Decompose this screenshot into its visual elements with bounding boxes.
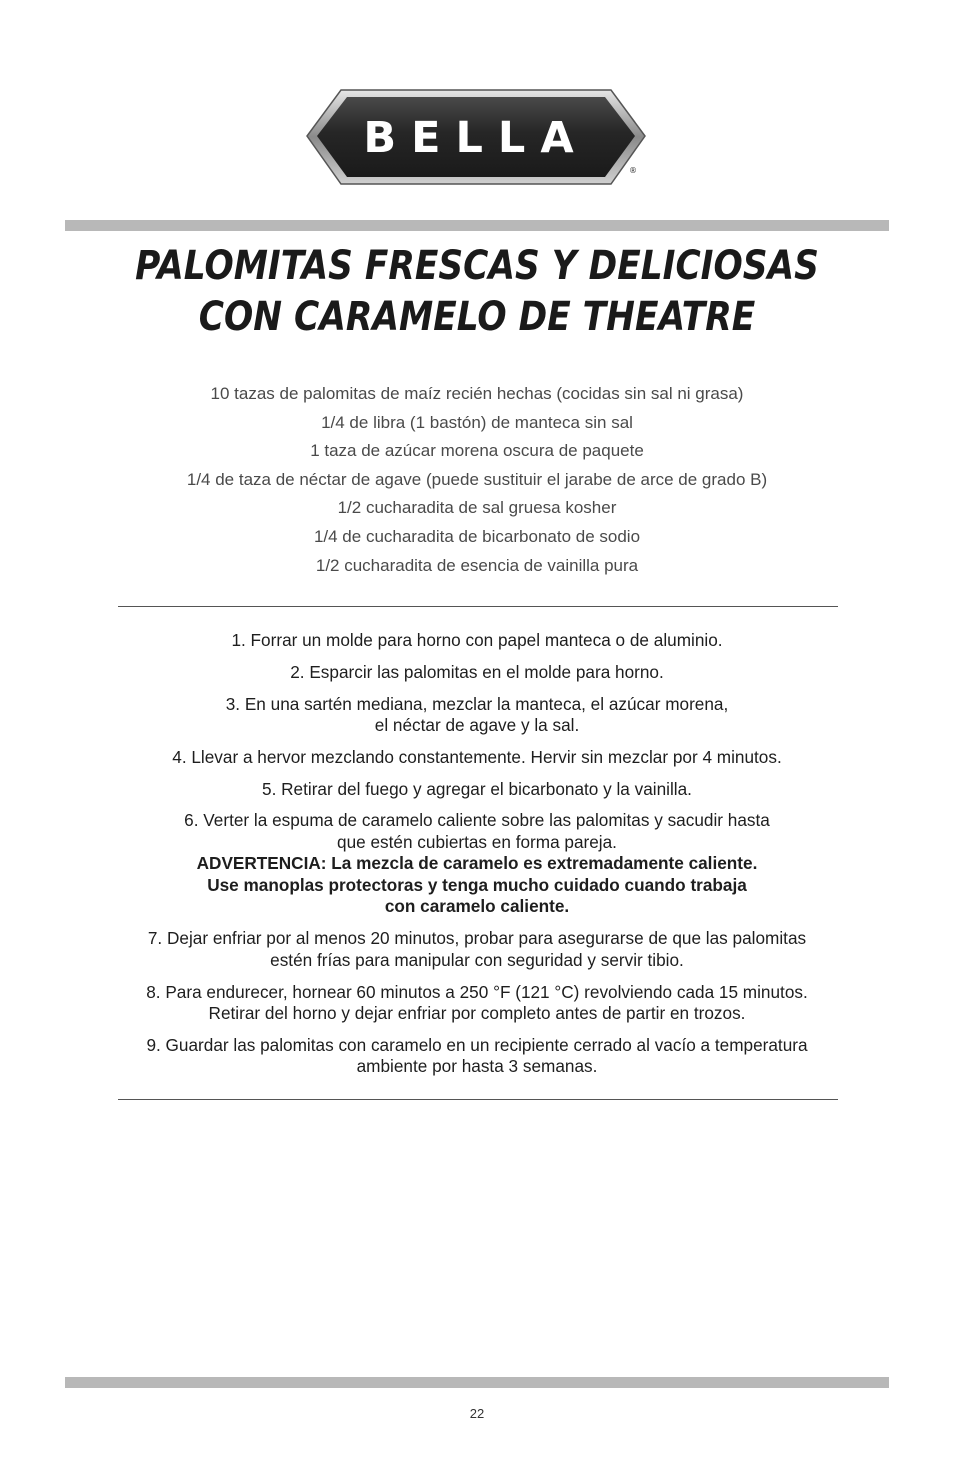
step-text: que estén cubiertas en forma pareja. xyxy=(337,831,617,852)
step-text: estén frías para manipular con seguridad y servir tibio. xyxy=(270,949,684,970)
instruction-step xyxy=(80,982,874,1025)
bottom-rule-bar xyxy=(65,1377,889,1388)
step-text: 2. Esparcir las palomitas en el molde para horno. xyxy=(290,661,664,682)
recipe-title xyxy=(67,241,887,343)
brand-name: BELLA xyxy=(363,113,589,163)
instruction-step xyxy=(80,810,874,918)
step-text: 6. Verter la espuma de caramelo caliente sobre las palomitas y sacudir hasta xyxy=(184,810,770,831)
step-text: 4. Llevar a hervor mezclando constantemente. Hervir sin mezclar por 4 minutos. xyxy=(172,746,782,767)
page-number: 22 xyxy=(469,1406,485,1421)
top-rule-bar xyxy=(65,220,889,231)
warning-text: ADVERTENCIA: La mezcla de caramelo es extremadamente caliente. xyxy=(196,853,758,874)
instruction-step xyxy=(80,662,874,684)
step-text: 1. Forrar un molde para horno con papel manteca o de aluminio. xyxy=(231,630,723,650)
bella-logo xyxy=(305,86,647,190)
recipe-title-line-1: PALOMITAS FRESCAS Y DELICIOSAS xyxy=(135,243,819,289)
section-divider xyxy=(118,1099,838,1100)
ingredient-item: 10 tazas de palomitas de maíz recién hechas (cocidas sin sal ni grasa) xyxy=(210,384,744,403)
ingredient-list xyxy=(0,380,954,580)
bella-logo-badge xyxy=(305,86,647,190)
step-text: ambiente por hasta 3 semanas. xyxy=(356,1056,598,1077)
ingredient-item: 1/4 de libra (1 bastón) de manteca sin sal xyxy=(321,412,633,432)
ingredient-item: 1/2 cucharadita de esencia de vainilla pura xyxy=(315,555,639,575)
section-divider xyxy=(118,606,838,607)
instruction-step xyxy=(80,630,874,652)
step-text: Retirar del horno y dejar enfriar por completo antes de partir en trozos. xyxy=(208,1003,746,1024)
ingredient-item: 1/4 de cucharadita de bicarbonato de sodio xyxy=(313,526,641,546)
ingredient-item: 1 taza de azúcar morena oscura de paquete xyxy=(310,441,644,461)
step-text: 7. Dejar enfriar por al menos 20 minutos, probar para asegurarse de que las palomitas xyxy=(147,928,807,949)
instruction-step xyxy=(80,694,874,737)
warning-text: con caramelo caliente. xyxy=(384,896,570,917)
instruction-list xyxy=(80,630,874,1088)
step-text: 9. Guardar las palomitas con caramelo en un recipiente cerrado al vacío a temperatura xyxy=(146,1034,808,1055)
registered-mark: ® xyxy=(629,166,637,175)
step-text: 8. Para endurecer, hornear 60 minutos a 250 °F (121 °C) revolviendo cada 15 minutos. xyxy=(146,981,808,1002)
instruction-step xyxy=(80,928,874,971)
ingredient-item: 1/2 cucharadita de sal gruesa kosher xyxy=(337,498,617,518)
step-text: el néctar de agave y la sal. xyxy=(374,715,580,736)
instruction-step xyxy=(80,779,874,801)
recipe-title-line-2: CON CARAMELO DE THEATRE xyxy=(198,294,756,340)
instruction-step xyxy=(80,1035,874,1078)
ingredient-item: 1/4 de taza de néctar de agave (puede sustituir el jarabe de arce de grado B) xyxy=(186,469,768,489)
warning-text: Use manoplas protectoras y tenga mucho cuidado cuando trabaja xyxy=(207,874,747,895)
step-text: 3. En una sartén mediana, mezclar la manteca, el azúcar morena, xyxy=(225,693,729,714)
instruction-step xyxy=(80,747,874,769)
step-text: 5. Retirar del fuego y agregar el bicarbonato y la vainilla. xyxy=(262,778,692,799)
